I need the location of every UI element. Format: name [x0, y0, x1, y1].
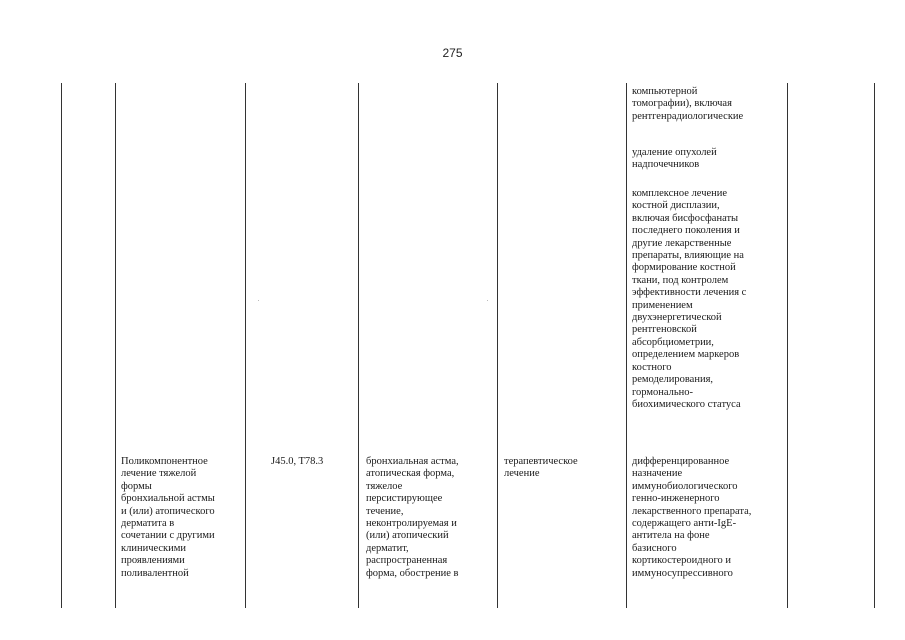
intervention-name-cell: Поликомпонентное лечение тяжелой формы бронхиальной астмы и (или) атопического дерматита в сочетании с другими клиническими проявлениями поливалентной	[121, 456, 215, 579]
column-divider-5	[626, 83, 627, 608]
table-border-right	[874, 83, 875, 608]
column-divider-3	[358, 83, 359, 608]
patient-model-cell: бронхиальная астма, атопическая форма, тяжелое персистирующее течение, неконтролируемая и (или) атопический дерматит, распространенная форма, обострение в	[366, 456, 459, 579]
icd-codes-cell: J45.0, T78.3	[271, 456, 324, 467]
table-border-left	[61, 83, 62, 608]
column-divider-6	[787, 83, 788, 608]
column-divider-2	[245, 83, 246, 608]
method-cell-adrenal: удаление опухолей надпочечников	[632, 147, 717, 171]
column-divider-1	[115, 83, 116, 608]
page-number: 275	[442, 46, 463, 60]
column-divider-4	[497, 83, 498, 608]
scan-speck	[258, 300, 259, 301]
treatment-type-cell: терапевтическое лечение	[504, 456, 578, 480]
treatment-method-cell: дифференцированное назначение иммунобиологического генно-инженерного лекарственного препарата, содержащего анти-IgE- антитела на фоне базисного кортикостероидного и иммуносупрессивного	[632, 456, 752, 579]
method-cell-continuation: компьютерной томографии), включая рентгенрадиологические	[632, 86, 744, 122]
method-cell-bone-dysplasia: комплексное лечение костной дисплазии, включая бисфосфанаты последнего поколения и другие лекарственные препараты, влияющие на формирование костной ткани, под контролем эффективности лечения с применением двухэнергетической рентгеновской абсорбциометрии, определением маркеров костного ремоделирования, гормонально- биохимического статуса	[632, 188, 747, 410]
scan-speck	[487, 300, 488, 301]
